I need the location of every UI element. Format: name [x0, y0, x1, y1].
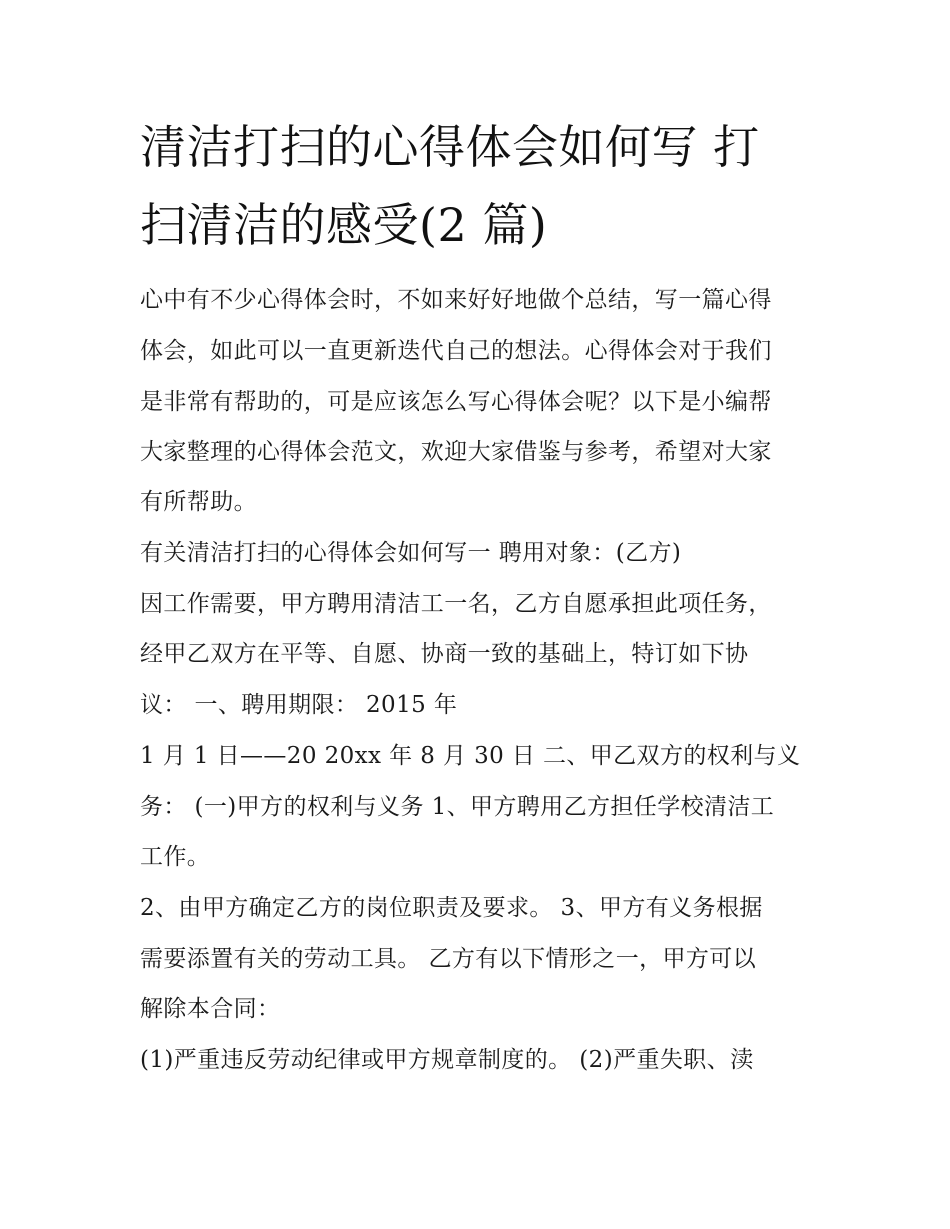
- paragraph-line-4: 大家整理的心得体会范文，欢迎大家借鉴与参考，希望对大家: [140, 439, 772, 465]
- document-title-line-2: 扫清洁的感受(2 篇): [140, 198, 548, 252]
- paragraph-line-2: 体会，如此可以一直更新迭代自己的想法。心得体会对于我们: [140, 338, 772, 364]
- paragraph-line-11: 务： (一)甲方的权利与义务 1、甲方聘用乙方担任学校清洁工: [140, 794, 775, 820]
- paragraph-line-5: 有所帮助。: [140, 489, 257, 515]
- document-title-line-1: 清洁打扫的心得体会如何写 打: [140, 120, 760, 174]
- paragraph-line-3: 是非常有帮助的，可是应该怎么写心得体会呢？以下是小编帮: [140, 389, 772, 415]
- paragraph-line-16: (1)严重违反劳动纪律或甲方规章制度的。 (2)严重失职、渎: [140, 1047, 754, 1073]
- paragraph-line-7: 因工作需要，甲方聘用清洁工一名，乙方自愿承担此项任务，: [140, 591, 772, 617]
- paragraph-line-12: 工作。: [140, 844, 211, 870]
- paragraph-line-15: 解除本合同：: [140, 996, 281, 1022]
- paragraph-line-10: 1 月 1 日——20 20xx 年 8 月 30 日 二、甲乙双方的权利与义: [140, 743, 801, 769]
- paragraph-line-13: 2、由甲方确定乙方的岗位职责及要求。 3、甲方有义务根据: [140, 895, 763, 921]
- paragraph-line-14: 需要添置有关的劳动工具。 乙方有以下情形之一，甲方可以: [140, 946, 757, 972]
- paragraph-line-8: 经甲乙双方在平等、自愿、协商一致的基础上，特订如下协: [140, 641, 749, 667]
- paragraph-line-6: 有关清洁打扫的心得体会如何写一 聘用对象：(乙方): [140, 540, 682, 566]
- paragraph-line-1: 心中有不少心得体会时，不如来好好地做个总结，写一篇心得: [140, 287, 772, 313]
- paragraph-line-9: 议： 一、聘用期限： 2015 年: [140, 692, 458, 718]
